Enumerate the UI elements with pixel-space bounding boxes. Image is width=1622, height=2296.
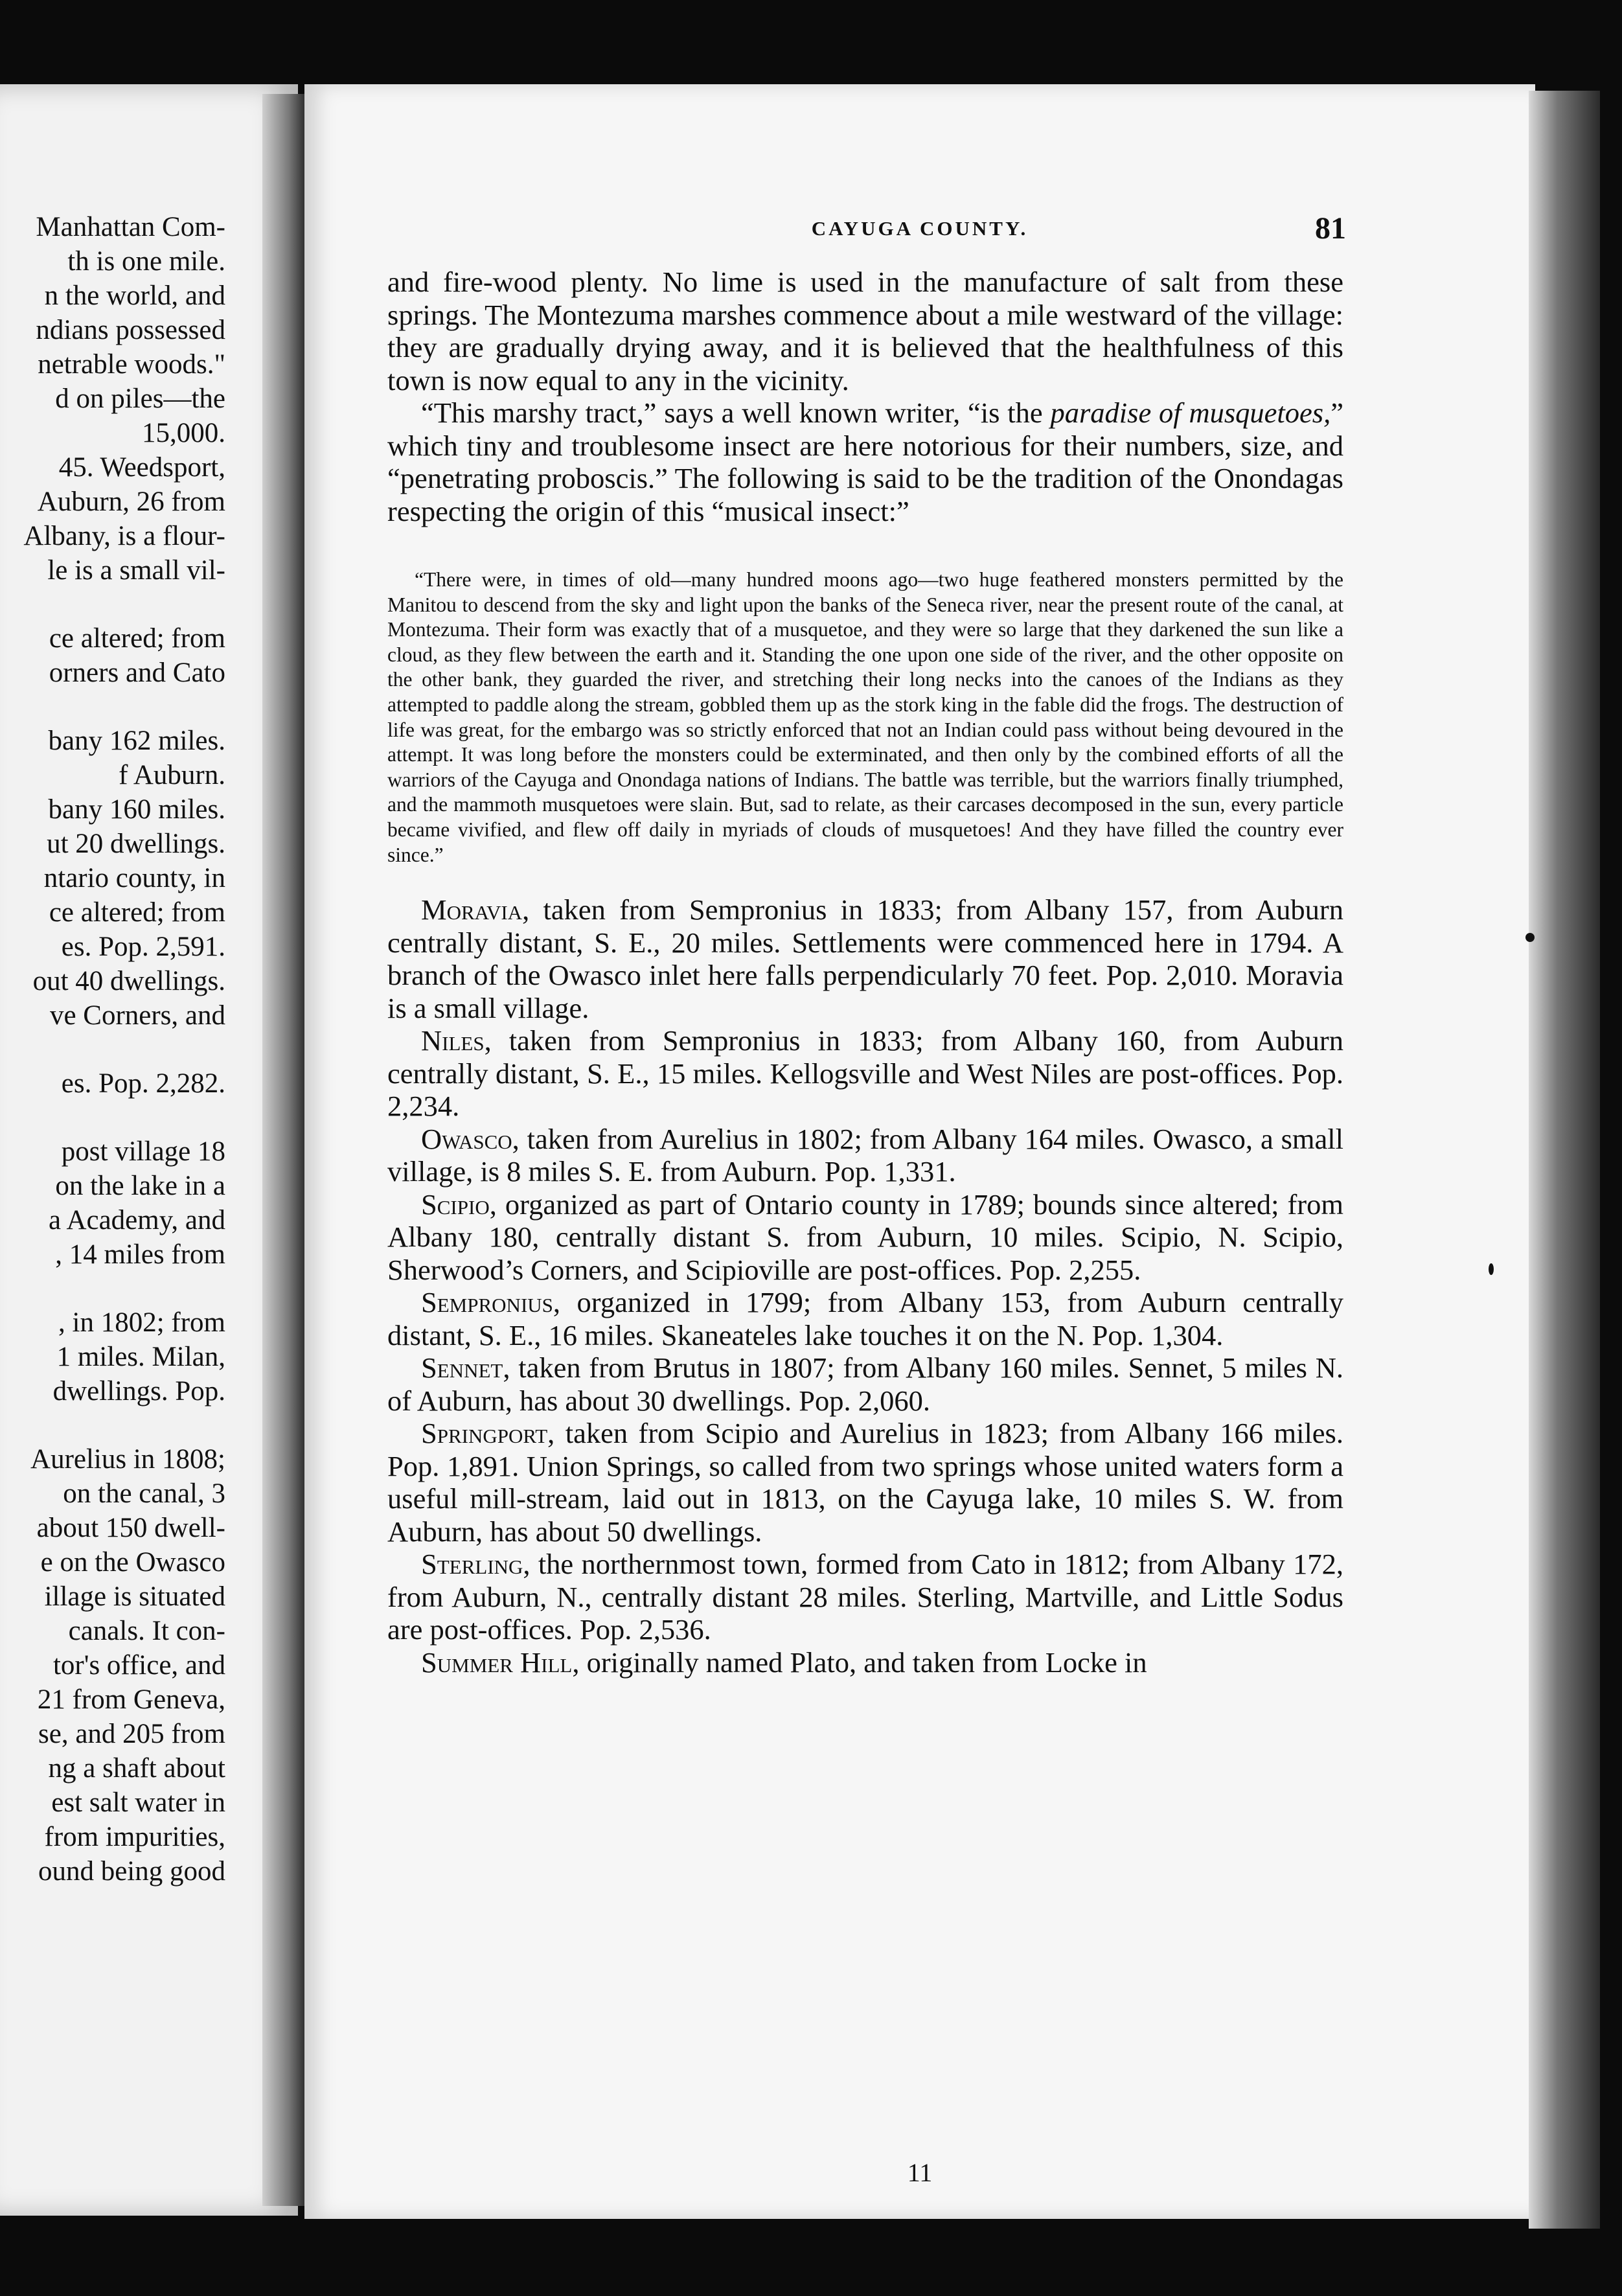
town-name: Sennet,: [421, 1351, 510, 1384]
italic-phrase: paradise of musquetoes,: [1050, 396, 1331, 429]
left-page-line: post village 18: [61, 1136, 225, 1167]
left-page-line: on the lake in a: [55, 1171, 225, 1201]
left-page-line: on the canal, 3: [63, 1478, 225, 1509]
left-page-line: 15,000.: [142, 418, 225, 448]
left-page-line: , in 1802; from: [58, 1307, 225, 1338]
left-page-line: es. Pop. 2,282.: [61, 1068, 225, 1099]
town-entry: [387, 1417, 1343, 1548]
left-page-line: e on the Owasco: [40, 1547, 225, 1578]
left-page-line: from impurities,: [44, 1822, 225, 1852]
left-page-line: dwellings. Pop.: [52, 1376, 225, 1406]
scan-speck: [1525, 933, 1535, 942]
town-description: organized as part of Ontario county in 1789; bounds since altered; from Albany 180, centrally distant S. from Auburn, 10 miles. Scipio, N. Scipio, Sherwood’s Corners, and Scipioville are post-offices. Pop. 2,255.: [387, 1188, 1343, 1286]
paragraph-marshy-tract: [387, 396, 1343, 527]
left-page-line: bany 160 miles.: [48, 794, 225, 825]
town-description: taken from Sempronius in 1833; from Albany 157, from Auburn centrally distant, S. E., 20 miles. Settlements were commenced here in 1794. A branch of the Owasco inlet here falls perpendicularly 70 feet. Pop. 2,010. Moravia is a small village.: [387, 893, 1343, 1024]
left-page-line: orners and Cato: [49, 658, 225, 688]
town-description: taken from Aurelius in 1802; from Albany 164 miles. Owasco, a small village, is 8 miles S. E. from Auburn. Pop. 1,331.: [387, 1122, 1343, 1188]
left-page-line: ce altered; from: [49, 897, 225, 928]
left-page-line: Aurelius in 1808;: [30, 1444, 225, 1475]
town-entry: [387, 1646, 1343, 1679]
left-page-line: about 150 dwell-: [36, 1513, 225, 1543]
town-entries: [387, 893, 1343, 1679]
page-number: 81: [1315, 211, 1346, 246]
town-entry: [387, 1024, 1343, 1123]
town-entry: [387, 893, 1343, 1024]
town-name: Sterling,: [421, 1548, 531, 1581]
town-name: Owasco,: [421, 1122, 520, 1155]
town-name: Sempronius,: [421, 1286, 561, 1319]
town-name: Summer Hill,: [421, 1646, 580, 1679]
left-page-line: 45. Weedsport,: [58, 452, 225, 483]
main-text: [387, 266, 1343, 1679]
town-entry: [387, 1188, 1343, 1287]
left-page-line: illage is situated: [44, 1581, 225, 1612]
right-page: [304, 84, 1535, 2219]
town-name: Niles,: [421, 1024, 492, 1057]
town-description: originally named Plato, and taken from Locke in: [579, 1646, 1147, 1679]
town-name: Springport,: [421, 1417, 555, 1450]
left-page-line: es. Pop. 2,591.: [61, 932, 225, 962]
left-page-line: netrable woods.": [38, 349, 225, 380]
left-page-line: le is a small vil-: [47, 555, 225, 586]
left-page-line: ndians possessed: [36, 315, 225, 345]
left-page-line: out 40 dwellings.: [32, 966, 225, 996]
left-page-line: 1 miles. Milan,: [56, 1342, 225, 1372]
left-page-line: bany 162 miles.: [48, 726, 225, 756]
town-entry: [387, 1123, 1343, 1188]
paragraph-text: ” which tiny and troublesome insect are here notorious for their numbers, size, and “penetrating proboscis.” The following is said to be the tradition of the Onondagas respecting the origin of this “musical insect:”: [387, 396, 1343, 527]
left-page-line: , 14 miles from: [55, 1239, 225, 1270]
left-page-line: n the world, and: [44, 281, 225, 311]
left-page-line: est salt water in: [51, 1787, 225, 1818]
paragraph-text: “This marshy tract,” says a well known writer, “is the: [421, 396, 1051, 429]
left-page-line: Albany, is a flour-: [23, 521, 225, 551]
left-page-line: 21 from Geneva,: [37, 1684, 225, 1715]
town-description: taken from Sempronius in 1833; from Albany 160, from Auburn centrally distant, S. E., 15 miles. Kellogsville and West Niles are post-offices. Pop. 2,234.: [387, 1024, 1343, 1123]
left-page-line: f Auburn.: [119, 760, 225, 790]
left-page-line: ce altered; from: [49, 623, 225, 654]
town-entry: [387, 1548, 1343, 1646]
left-page-line: tor's office, and: [52, 1650, 225, 1681]
town-entry: [387, 1351, 1343, 1417]
town-entry: [387, 1286, 1343, 1351]
scan-speck: [1489, 1263, 1494, 1275]
town-description: the northernmost town, formed from Cato in 1812; from Albany 172, from Auburn, N., centrally distant 28 miles. Sterling, Martville, and Little Sodus are post-offices. Pop. 2,536.: [387, 1548, 1343, 1646]
left-page-fragment: [0, 84, 298, 2216]
left-page-line: a Academy, and: [48, 1205, 225, 1235]
left-page-line: ve Corners, and: [49, 1000, 225, 1031]
signature-mark: 11: [907, 2158, 933, 2187]
left-page-line: se, and 205 from: [38, 1719, 225, 1749]
left-page-line: th is one mile.: [67, 246, 225, 277]
town-description: organized in 1799; from Albany 153, from Auburn centrally distant, S. E., 16 miles. Skaneateles lake touches it on the N. Pop. 1,304.: [387, 1286, 1343, 1351]
block-quote: [387, 568, 1343, 867]
town-description: taken from Brutus in 1807; from Albany 160 miles. Sennet, 5 miles N. of Auburn, has about 30 dwellings. Pop. 2,060.: [387, 1351, 1343, 1417]
left-page-line: canals. It con-: [68, 1616, 225, 1646]
paragraph-continued: and fire-wood plenty. No lime is used in the manufacture of salt from these springs. The Montezuma marshes commence about a mile westward of the village: they are gradually drying away, and it is believed that the healthfulness of this town is now equal to any in the vicinity.: [387, 266, 1343, 396]
town-description: taken from Scipio and Aurelius in 1823; from Albany 166 miles. Pop. 1,891. Union Springs, so called from two springs whose united waters form a useful mill-stream, laid out in 1813, on the Cayuga lake, 10 miles S. W. from Auburn, has about 50 dwellings.: [387, 1417, 1343, 1548]
quote-text: “There were, in times of old—many hundred moons ago—two huge feathered monsters permitted by the Manitou to descend from the sky and light upon the banks of the Seneca river, near the present route of the canal, at Montezuma. Their form was exactly that of a musquetoe, and they were so large that they darkened the sun like a cloud, as they flew between the earth and it. Standing the one upon one side of the river, and the other opposite on the other bank, they guarded the river, and stretching their long necks into the canoes of the Indians as they attempted to paddle along the stream, gobbled them up as the stork king in the fable did the frogs. The destruction of life was great, for the embargo was so strictly enforced that not an Indian could pass without being devoured in the attempt. It was long before the monsters could be exterminated, and then only by the combined efforts of all the warriors of the Cayuga and Onondaga nations of Indians. The battle was terrible, but the warriors finally triumphed, and the mammoth musquetoes were slain. But, sad to relate, as their carcases decomposed in the sun, every particle became vivified, and flew off daily in myriads of clouds of musquetoes! And they have filled the country ever since.”: [387, 568, 1343, 866]
left-page-line: ut 20 dwellings.: [47, 829, 225, 859]
left-page-line: ound being good: [38, 1856, 225, 1887]
page-edge: [1529, 91, 1600, 2229]
town-name: Scipio,: [421, 1188, 497, 1221]
running-head: CAYUGA COUNTY.: [811, 217, 1029, 240]
left-page-line: ntario county, in: [43, 863, 225, 893]
left-page-line: ng a shaft about: [48, 1753, 225, 1784]
left-page-line: d on piles—the: [55, 384, 225, 414]
town-name: Moravia,: [421, 893, 530, 926]
left-page-line: Manhattan Com-: [36, 212, 225, 242]
left-page-line: Auburn, 26 from: [37, 487, 225, 517]
